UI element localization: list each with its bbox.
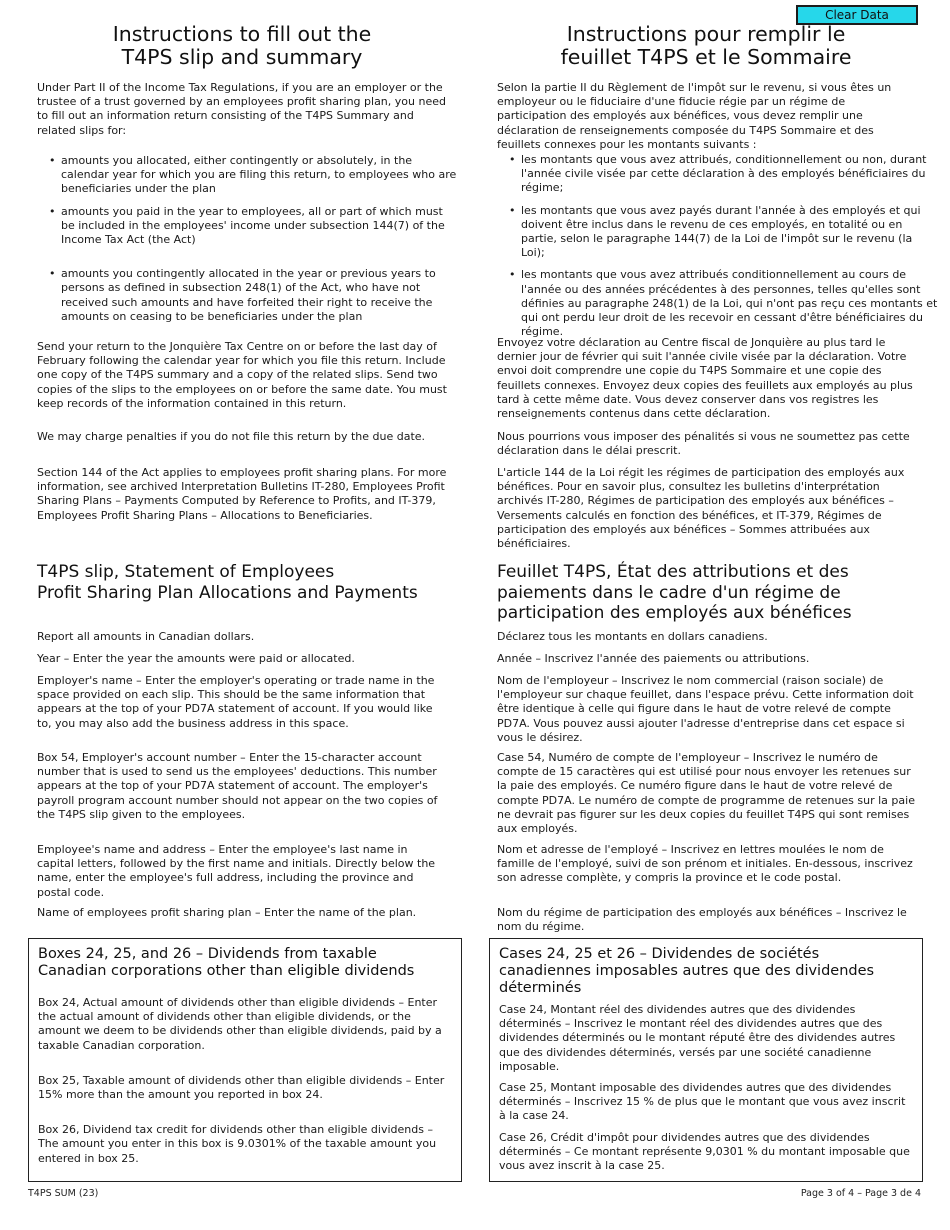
report-paragraph: Report all amounts in Canadian dollars. (37, 630, 255, 643)
bullet-list (37, 154, 457, 324)
heading-line: Profit Sharing Plan Allocations and Payments (37, 582, 418, 603)
employer-name-paragraph: Employer's name – Enter the employer's operating or trade name in the space provided on each slip. This should be the same information that appears at the top of your PD7A statement of account. If you would like to, you may also add the business address in this space. (37, 674, 435, 730)
penalty-paragraph: We may charge penalties if you do not file this return by the due date. (37, 430, 426, 443)
heading-line: T4PS slip, Statement of Employees (37, 562, 335, 582)
list-item: • amounts you paid in the year to employees, all or part of which must be included in the employees' income under subsection 144(7) of the Income Tax Act (the Act) (61, 205, 457, 248)
box-heading-line: déterminés (499, 980, 582, 996)
employee-name-paragraph: Employee's name and address – Enter the employee's last name in capital letters, followed by the first name and initials. Directly below the name, enter the employee's full address, including the province and postal code. (37, 843, 436, 899)
box-25-paragraph: Box 25, Taxable amount of dividends other than eligible dividends – Enter 15% more than the amount you reported in box 24. (38, 1073, 445, 1102)
box-54-paragraph: Box 54, Employer's account number – Enter the 15-character account number that is used to send us the employees' deductions. This number appears at the top of your PD7A statement of account. The employer's payroll program account number should not appear on the two copies of the T4PS slip given to the employees. (37, 751, 438, 821)
report-paragraph: Déclarez tous les montants en dollars canadiens. (497, 630, 768, 643)
year-paragraph: Year – Enter the year the amounts were paid or allocated. (37, 652, 355, 665)
box-heading-line: Canadian corporations other than eligible dividends (38, 963, 415, 979)
section-144-paragraph: L'article 144 de la Loi régit les régimes de participation des employés aux bénéfices. Pour en savoir plus, consultez les bulletins d'interprétation archivés IT-280, Régimes de participation des employés aux bénéfices – Versements calculés en fonction des bénéfices, et IT-379, Régimes de participation des employés aux bénéfices – Sommes attribuées aux bénéficiaires. (497, 466, 905, 551)
page-number: Page 3 of 4 – Page 3 de 4 (800, 1188, 921, 1199)
penalty-paragraph: Nous pourrions vous imposer des pénalités si vous ne soumettez pas cette déclaration dans le délai prescrit. (497, 430, 910, 458)
dividends-box-french (489, 938, 923, 1182)
title-line: T4PS slip and summary (121, 45, 363, 69)
page-title-french (497, 23, 915, 69)
bullet-list (497, 153, 939, 339)
clear-data-button[interactable]: Clear Data (796, 5, 918, 25)
box-26-paragraph: Case 26, Crédit d'impôt pour dividendes autres que des dividendes déterminés – Ce montant représente 9,0301 % du montant imposable que vous avez inscrit à la case 25. (499, 1130, 910, 1173)
year-paragraph: Année – Inscrivez l'année des paiements ou attributions. (497, 652, 810, 665)
box-24-paragraph: Box 24, Actual amount of dividends other than eligible dividends – Enter the actual amount of dividends other than eligible dividends, or the amount we deem to be dividends other than eligible dividends, paid by a taxable Canadian corporation. (38, 996, 442, 1052)
list-item: • amounts you allocated, either contingently or absolutely, in the calendar year for which you are filing this return, to employees who are beneficiaries under the plan (61, 154, 457, 197)
intro-paragraph: Selon la partie II du Règlement de l'impôt sur le revenu, si vous êtes un employeur ou le fiduciaire d'une fiducie régie par un régime de participation des employés aux bénéfices, vous devez remplir une déclaration de renseignements composée du T4PS Sommaire et des feuillets connexes pour les montants suivants : (497, 81, 892, 151)
title-line: Instructions pour remplir le (566, 22, 846, 46)
employer-name-paragraph: Nom de l'employeur – Inscrivez le nom commercial (raison sociale) de l'employeur sur chaque feuillet, dans l'espace prévu. Cette information doit être identique à celle qui figure dans le haut de votre relevé de compte PD7A. Vous pouvez aussi ajouter l'adresse d'entreprise dans cet espace si vous le désirez. (497, 674, 914, 744)
heading-line: participation des employés aux bénéfices (497, 603, 852, 623)
list-item: • amounts you contingently allocated in the year or previous years to persons as defined in subsection 248(1) of the Act, who have not received such amounts and have forfeited their right to receive the amounts on ceasing to be beneficiaries under the plan (61, 267, 457, 324)
box-25-paragraph: Case 25, Montant imposable des dividendes autres que des dividendes déterminés – Inscrivez 15 % de plus que le montant que vous avez inscrit à la case 24. (499, 1081, 906, 1123)
page-title-english (37, 23, 447, 69)
send-paragraph: Envoyez votre déclaration au Centre fiscal de Jonquière au plus tard le dernier jour de février qui suit l'année civile visée par la déclaration. Votre envoi doit comprendre une copie du T4PS Sommaire et une copie des feuillets connexes. Envoyez deux copies des feuillets aux employés au plus tard à cette même date. Vous devez conserver dans vos registres les renseignements contenus dans cette déclaration. (497, 336, 913, 421)
slip-heading-french (497, 562, 915, 624)
box-heading-line: canadiennes imposables autres que des dividendes (499, 963, 875, 979)
dividends-box-english (28, 938, 462, 1182)
plan-name-paragraph: Name of employees profit sharing plan – Enter the name of the plan. (37, 906, 417, 919)
box-heading-line: Cases 24, 25 et 26 – Dividendes de sociétés (499, 946, 820, 962)
heading-line: paiements dans le cadre d'un régime de (497, 582, 841, 603)
plan-name-paragraph: Nom du régime de participation des employés aux bénéfices – Inscrivez le nom du régime. (497, 906, 907, 934)
box-54-paragraph: Case 54, Numéro de compte de l'employeur – Inscrivez le numéro de compte de 15 caractères qui est utilisé pour nous envoyer les retenues sur la paie des employés. Ce numéro figure dans le haut de votre relevé de compte PD7A. Le numéro de compte de programme de retenues sur la paie ne devrait pas figurer sur les deux copies du feuillet T4PS qui sont remises aux employés. (497, 751, 915, 836)
list-item: • les montants que vous avez attribués, conditionnellement ou non, durant l'année civile visée par cette déclaration à des employés bénéficiaires du régime; (521, 153, 939, 196)
slip-heading-english (37, 562, 447, 603)
box-26-paragraph: Box 26, Dividend tax credit for dividends other than eligible dividends – The amount you enter in this box is 9.0301% of the taxable amount you entered in box 25. (38, 1123, 437, 1165)
list-item: • les montants que vous avez payés durant l'année à des employés et qui doivent être inclus dans le revenu de ces employés, en totalité ou en partie, selon le paragraphe 144(7) de la Loi de l'impôt sur le revenu (la Loi); (521, 204, 939, 261)
send-paragraph: Send your return to the Jonquière Tax Centre on or before the last day of February following the calendar year for which you file this return. Include one copy of the T4PS summary and a copy of the related slips. Send two copies of the slips to the employees on or before the same date. You must keep records of the information contained in this return. (37, 340, 447, 410)
list-item: • les montants que vous avez attribués conditionnellement au cours de l'année ou des années précédentes à des personnes, telles qu'elles sont définies au paragraphe 248(1) de la Loi, qui n'ont pas reçu ces montants et qui ont perdu leur droit de les recevoir en cessant d'être bénéficiaires du régime. (521, 268, 939, 339)
box-heading-line: Boxes 24, 25, and 26 – Dividends from taxable (38, 946, 377, 962)
heading-line: Feuillet T4PS, État des attributions et des (497, 562, 849, 582)
box-24-paragraph: Case 24, Montant réel des dividendes autres que des dividendes déterminés – Inscrivez le montant réel des dividendes autres que des dividendes déterminés ou le montant réputé être des dividendes autres que des dividendes déterminés, versés par une société canadienne imposable. (499, 1003, 896, 1073)
form-code: T4PS SUM (23) (28, 1188, 99, 1199)
title-line: Instructions to fill out the (112, 22, 372, 46)
title-line: feuillet T4PS et le Sommaire (560, 45, 852, 69)
intro-paragraph: Under Part II of the Income Tax Regulations, if you are an employer or the trustee of a trust governed by an employees profit sharing plan, you need to fill out an information return consisting of the T4PS Summary and related slips for: (37, 81, 446, 137)
employee-name-paragraph: Nom et adresse de l'employé – Inscrivez en lettres moulées le nom de famille de l'employé, suivi de son prénom et initiales. En-dessous, inscrivez son adresse complète, y compris la province et le code postal. (497, 843, 913, 885)
section-144-paragraph: Section 144 of the Act applies to employees profit sharing plans. For more information, see archived Interpretation Bulletins IT-280, Employees Profit Sharing Plans – Payments Computed by Reference to Profits, and IT-379, Employees Profit Sharing Plans – Allocations to Beneficiaries. (37, 466, 447, 522)
